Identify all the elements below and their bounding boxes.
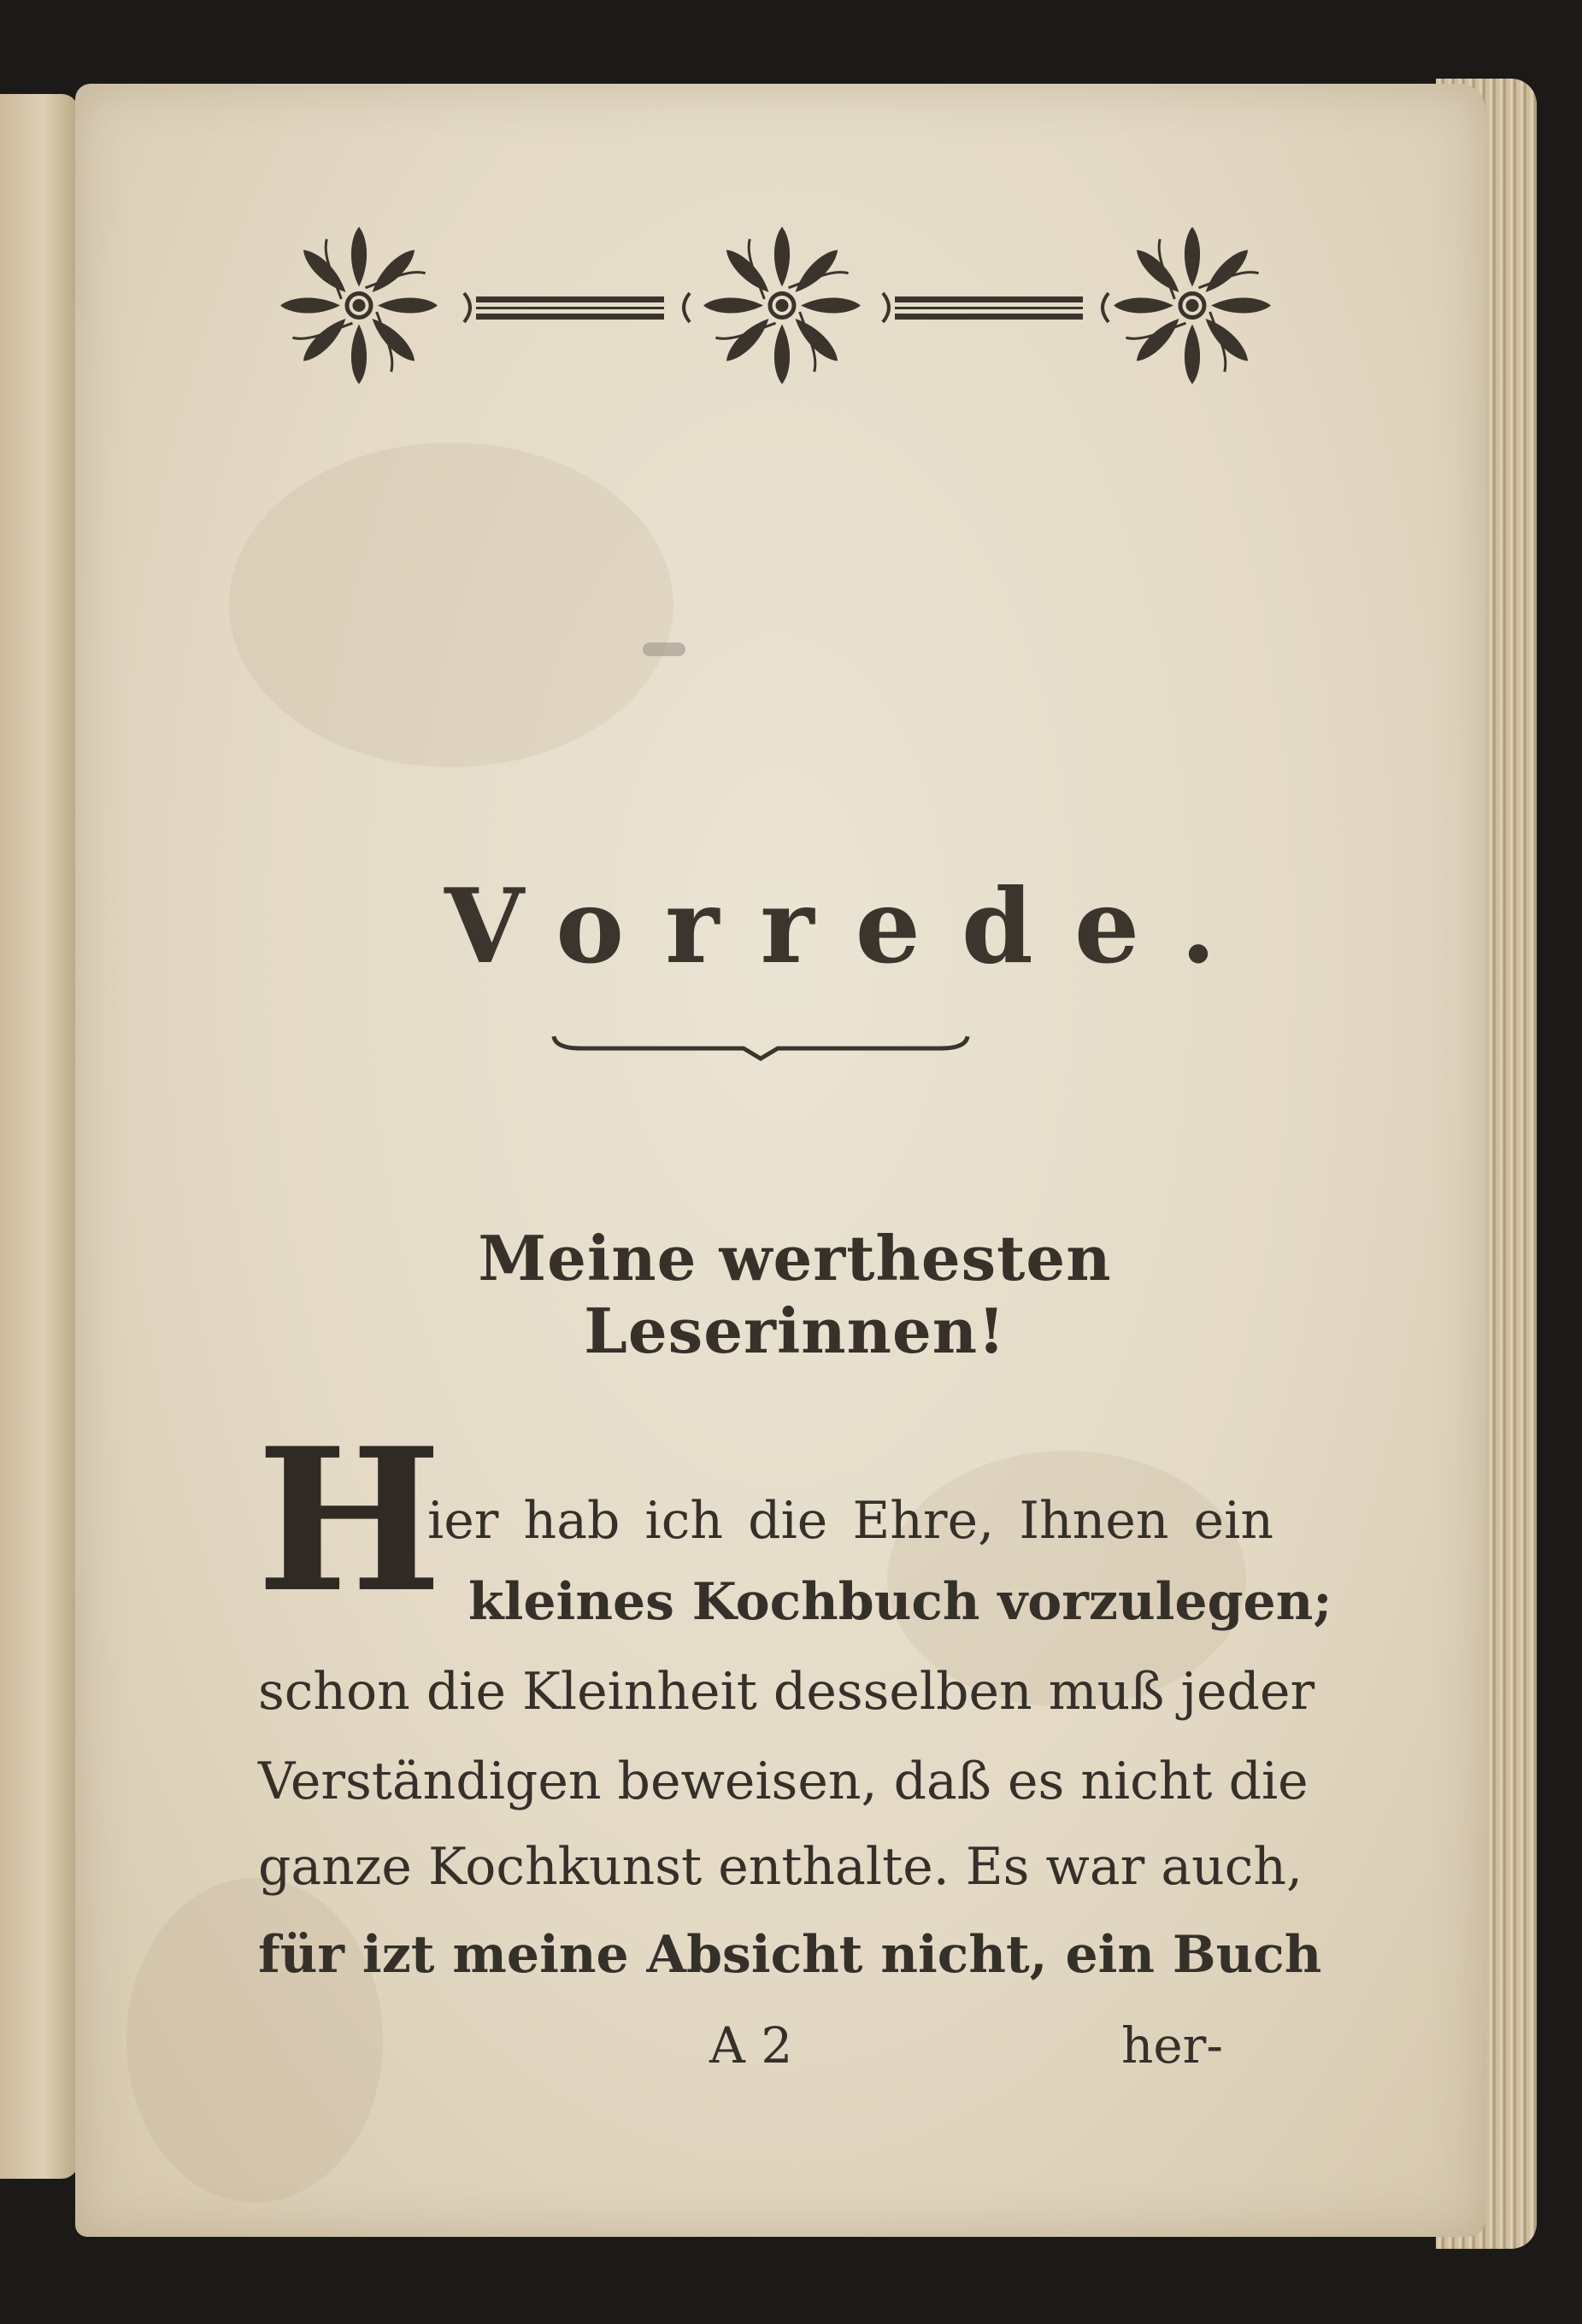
text-line: schon die Kleinheit desselben muß jeder: [258, 1662, 1315, 1722]
catchword: her-: [1121, 2016, 1224, 2075]
heading-divider: [547, 1030, 974, 1064]
paper-stain: [229, 443, 673, 767]
bracketed-double-rule-icon: [457, 286, 697, 329]
book-page: [75, 84, 1485, 2237]
signature-mark: A 2: [709, 2016, 793, 2075]
text-line: Verständigen beweisen, daß es nicht die: [258, 1752, 1309, 1811]
page-title: Vorrede.: [444, 866, 1257, 987]
rosette-flower-icon: [1107, 218, 1278, 393]
bracketed-double-rule-icon: [876, 286, 1115, 329]
text-line: ganze Kochkunst enthalte. Es war auch,: [258, 1837, 1303, 1897]
salutation: Meine werthesten Leserinnen!: [478, 1222, 1112, 1367]
rosette-flower-icon: [273, 218, 444, 393]
text-line: für izt meine Absicht nicht, ein Buch: [258, 1925, 1322, 1985]
ornament-band: [273, 218, 1299, 393]
text-line: kleines Kochbuch vorzulegen;: [468, 1572, 1332, 1632]
text-line: ier hab ich die Ehre, Ihnen ein: [427, 1491, 1273, 1551]
ink-smudge: [643, 643, 685, 656]
rosette-flower-icon: [697, 218, 867, 393]
left-page-edge: [0, 94, 79, 2179]
drop-cap: H: [256, 1406, 443, 1636]
